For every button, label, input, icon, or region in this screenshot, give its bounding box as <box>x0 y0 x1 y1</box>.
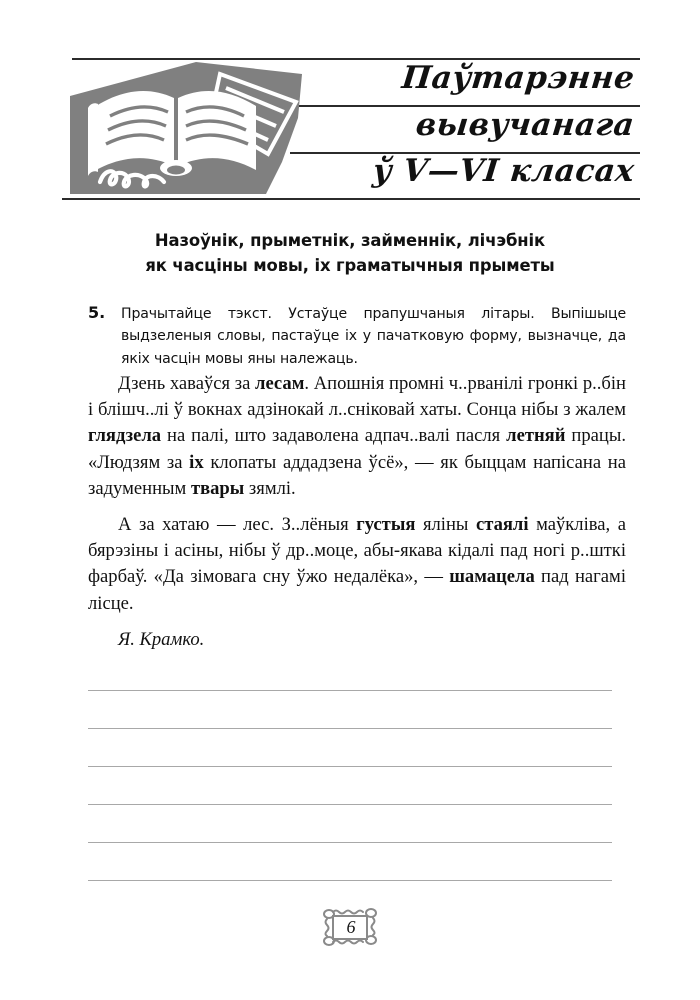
p2-seg-a: А за хатаю — лес. З..лёныя <box>118 514 357 536</box>
p2-seg-c: яліны <box>415 514 476 536</box>
highlighted-word-stajali: стаялі <box>475 514 529 536</box>
header-rule-bottom <box>62 198 640 200</box>
p1-seg-d: на палі, што задаволена адпач..валі пасля <box>161 425 507 447</box>
section-title-line-1: Назоўнік, прыметнік, займеннік, лічэбнік <box>154 231 546 250</box>
passage-paragraph-1 <box>88 371 626 502</box>
page-footer <box>0 906 700 948</box>
highlighted-word-tvary: твары <box>190 477 245 499</box>
highlighted-word-ikh: іх <box>189 451 204 473</box>
page-number-ornament-frame <box>322 906 378 948</box>
passage-paragraph-2 <box>88 512 626 617</box>
passage-attribution: Я. Крамко. <box>118 628 205 650</box>
highlighted-word-hliadziela: глядзела <box>88 425 162 447</box>
highlighted-word-lesam: лесам <box>255 373 305 394</box>
highlighted-word-hustyia: густыя <box>356 514 416 536</box>
exercise-number: 5. <box>88 303 106 322</box>
section-title-line-2: як часціны мовы, іх граматычныя прыметы <box>145 256 555 275</box>
p2-seg-d: маўкліва, а бярэзіны і асіны, нібы ў др..моце, абы-якава кідалі пад ногі р..шткі фарбаў. «Да зімовага сну ўжо недалёка», — <box>88 514 626 588</box>
p2-seg-e: пад нагамі лісце. <box>88 566 626 614</box>
p1-seg-e: працы. «Людзям за <box>88 425 626 473</box>
reading-passage <box>88 371 626 653</box>
exercise-instruction: Прачытайце тэкст. Устаўце прапушчаныя літары. Выпішыце выдзеленыя словы, пастаўце іх у пачатковую форму, вызначце, да якіх часцін мовы яны належаць. <box>121 306 626 367</box>
p1-seg-c: . Апошнія промні ч..рванілі гронкі р..бін і блішч..лі ў вокнах адзінокай л..сніковай хаты. Сонца нібы з жалем <box>88 373 626 421</box>
highlighted-word-shamatsela: шамацела <box>449 566 535 588</box>
writing-line[interactable] <box>88 804 612 805</box>
writing-line[interactable] <box>88 728 612 729</box>
writing-line[interactable] <box>88 766 612 767</box>
chapter-header-banner <box>62 58 640 200</box>
open-book-illustration <box>70 62 302 196</box>
writing-line[interactable] <box>88 880 612 881</box>
exercise-block <box>88 303 626 370</box>
section-title <box>70 228 630 278</box>
p1-seg-a: Дзень хаваўся за <box>118 373 256 394</box>
chapter-title-line-3: ў V—VI класах <box>370 153 636 189</box>
p1-seg-g: зямлі. <box>244 477 296 499</box>
answer-writing-lines[interactable] <box>88 690 612 881</box>
chapter-title-line-1: Паўтарэнне <box>399 60 636 96</box>
page-number: 6 <box>346 916 356 937</box>
writing-line[interactable] <box>88 842 612 843</box>
chapter-title-line-2: вывучанага <box>413 107 636 143</box>
writing-line[interactable] <box>88 690 612 691</box>
chapter-title-script <box>317 58 640 198</box>
highlighted-word-letniaj: летняй <box>506 425 566 447</box>
p1-seg-f: клопаты аддадзена ўсё», — як быццам напісана на задуменным <box>88 451 626 499</box>
